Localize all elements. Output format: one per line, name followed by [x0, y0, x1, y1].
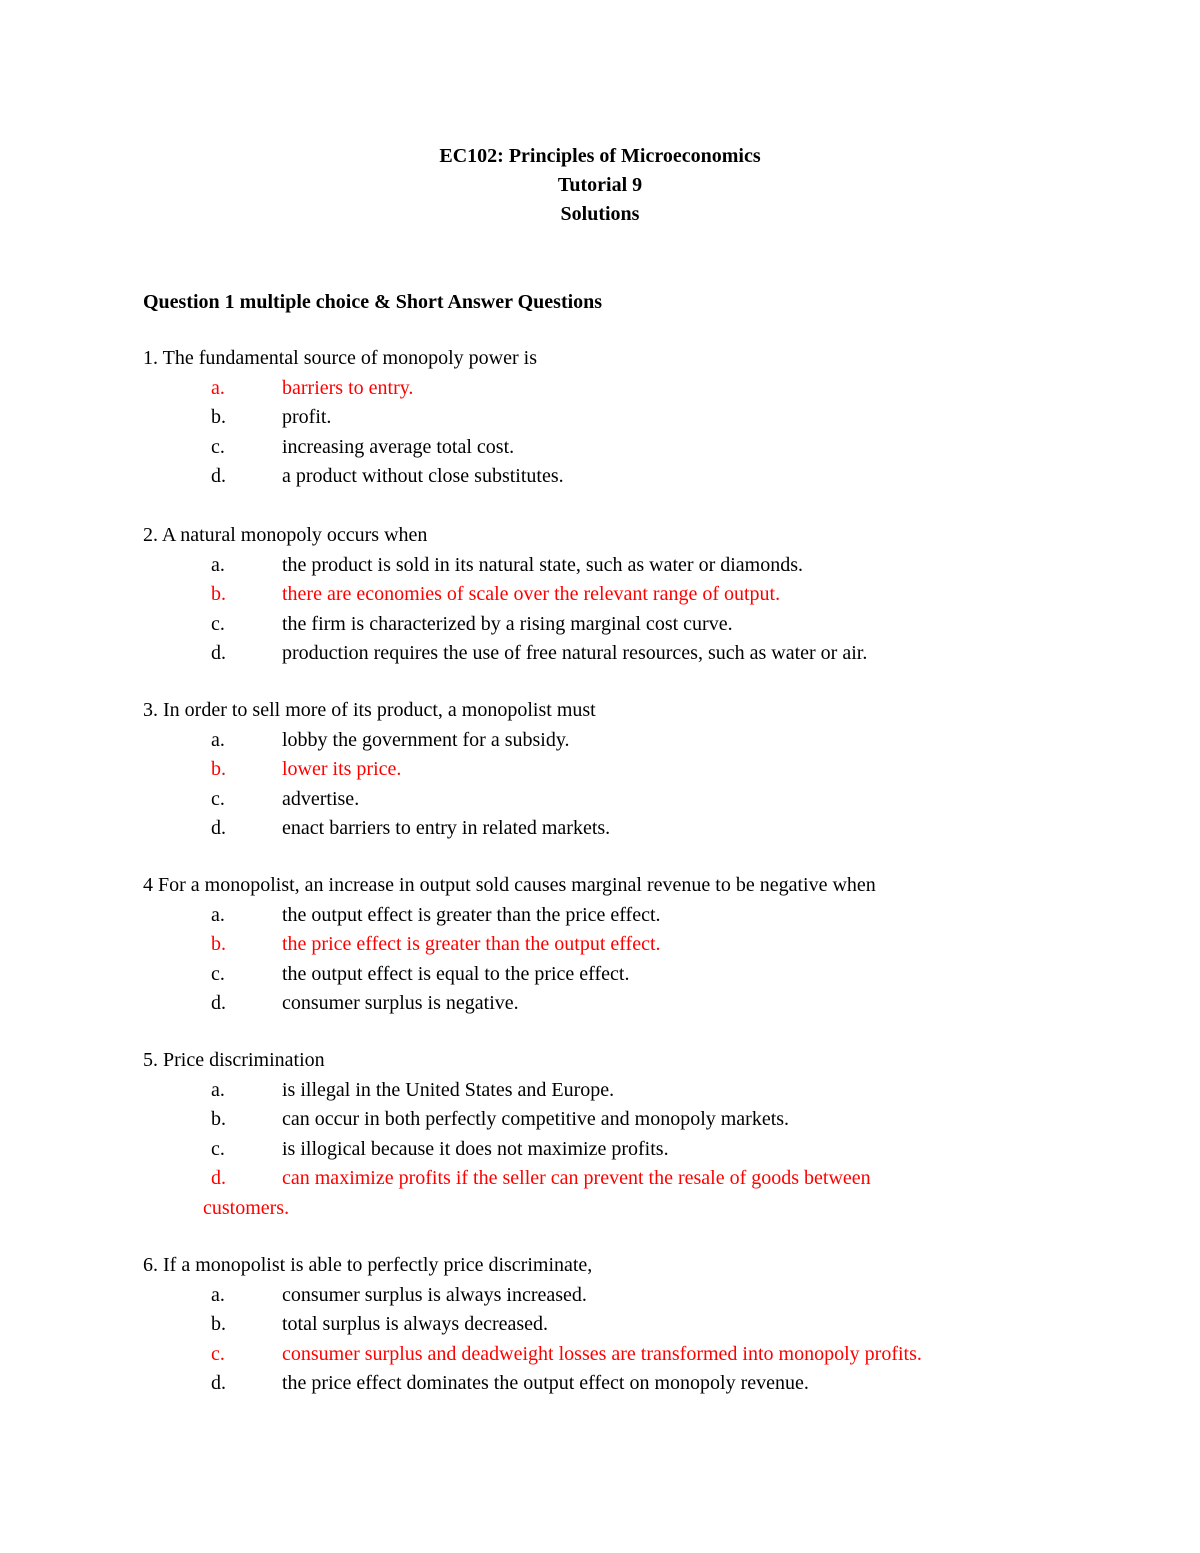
option-letter: d. [211, 465, 226, 487]
option-d [143, 814, 1143, 844]
option-text: lower its price. [282, 758, 402, 780]
question-text: 3. In order to sell more of its product, a monopolist must [143, 699, 596, 721]
option-a [143, 551, 1143, 581]
question-4 [143, 871, 1143, 1019]
option-text: total surplus is always decreased. [282, 1313, 549, 1335]
option-text: lobby the government for a subsidy. [282, 728, 570, 751]
option-letter: d. [211, 1372, 226, 1394]
solutions-subtitle: Solutions [560, 203, 640, 225]
option-letter: d. [211, 1167, 226, 1189]
question-text: 5. Price discrimination [143, 1049, 325, 1071]
option-text: can occur in both perfectly competitive and monopoly markets. [282, 1108, 790, 1130]
option-b [143, 403, 1143, 433]
question-5 [143, 1046, 1143, 1223]
question-2 [143, 521, 1143, 669]
option-letter: d. [211, 642, 226, 664]
option-text: profit. [282, 406, 332, 428]
option-b [143, 755, 1143, 785]
question-text: 1. The fundamental source of monopoly power is [143, 347, 537, 369]
option-letter: b. [211, 933, 226, 955]
option-letter: c. [211, 435, 225, 458]
option-b [143, 1105, 1143, 1135]
option-text-continuation: customers. [203, 1196, 290, 1219]
option-text: enact barriers to entry in related markets. [282, 817, 611, 839]
option-text: the product is sold in its natural state, such as water or diamonds. [282, 553, 804, 576]
option-text: there are economies of scale over the relevant range of output. [282, 583, 781, 605]
option-d [143, 989, 1143, 1019]
option-letter: a. [211, 1283, 225, 1306]
option-text: the price effect dominates the output effect on monopoly revenue. [282, 1372, 809, 1394]
option-letter: c. [211, 1342, 225, 1365]
option-text: consumer surplus and deadweight losses are transformed into monopoly profits. [282, 1342, 922, 1365]
section-title: Question 1 multiple choice & Short Answer Questions [143, 291, 603, 313]
option-letter: a. [211, 728, 225, 751]
option-letter: c. [211, 612, 225, 635]
option-text: the price effect is greater than the output effect. [282, 933, 661, 955]
option-d [143, 462, 1143, 492]
option-text: can maximize profits if the seller can prevent the resale of goods between [282, 1167, 871, 1189]
option-a [143, 1281, 1143, 1311]
option-a [143, 726, 1143, 756]
option-text: production requires the use of free natural resources, such as water or air. [282, 642, 868, 664]
option-text: consumer surplus is always increased. [282, 1283, 587, 1306]
question-text: 6. If a monopolist is able to perfectly price discriminate, [143, 1254, 593, 1276]
option-c [143, 433, 1143, 463]
document-header [0, 142, 1200, 229]
option-text: the firm is characterized by a rising marginal cost curve. [282, 612, 733, 635]
option-c [143, 785, 1143, 815]
option-letter: b. [211, 1313, 226, 1335]
option-c [143, 610, 1143, 640]
option-b [143, 580, 1143, 610]
option-letter: b. [211, 758, 226, 780]
option-text: the output effect is equal to the price effect. [282, 962, 630, 985]
option-d [143, 639, 1143, 669]
option-letter: c. [211, 1137, 225, 1160]
option-letter: d. [211, 817, 226, 839]
option-letter: b. [211, 406, 226, 428]
option-text: increasing average total cost. [282, 435, 515, 458]
option-text: a product without close substitutes. [282, 465, 564, 487]
option-letter: a. [211, 1078, 225, 1101]
option-b [143, 1310, 1143, 1340]
option-letter: c. [211, 787, 225, 810]
option-text: consumer surplus is negative. [282, 992, 519, 1014]
option-c [143, 1340, 1143, 1370]
option-a [143, 1076, 1143, 1106]
tutorial-title: Tutorial 9 [557, 174, 643, 196]
option-letter: d. [211, 992, 226, 1014]
option-letter: b. [211, 583, 226, 605]
question-text: 4 For a monopolist, an increase in output sold causes marginal revenue to be negative when [143, 874, 876, 896]
option-c [143, 960, 1143, 990]
option-text: the output effect is greater than the price effect. [282, 903, 661, 926]
question-text: 2. A natural monopoly occurs when [143, 524, 428, 546]
option-text: is illegal in the United States and Europe. [282, 1078, 615, 1101]
option-d [143, 1164, 1143, 1223]
option-letter: b. [211, 1108, 226, 1130]
option-letter: c. [211, 962, 225, 985]
option-letter: a. [211, 376, 225, 399]
question-3 [143, 696, 1143, 844]
option-text: advertise. [282, 787, 360, 810]
option-text: barriers to entry. [282, 376, 414, 399]
question-1 [143, 344, 1143, 492]
option-c [143, 1135, 1143, 1165]
option-b [143, 930, 1143, 960]
option-a [143, 374, 1143, 404]
course-title: EC102: Principles of Microeconomics [439, 145, 761, 167]
option-a [143, 901, 1143, 931]
question-6 [143, 1251, 1143, 1399]
option-d [143, 1369, 1143, 1399]
option-text: is illogical because it does not maximize profits. [282, 1137, 669, 1160]
option-letter: a. [211, 553, 225, 576]
option-letter: a. [211, 903, 225, 926]
